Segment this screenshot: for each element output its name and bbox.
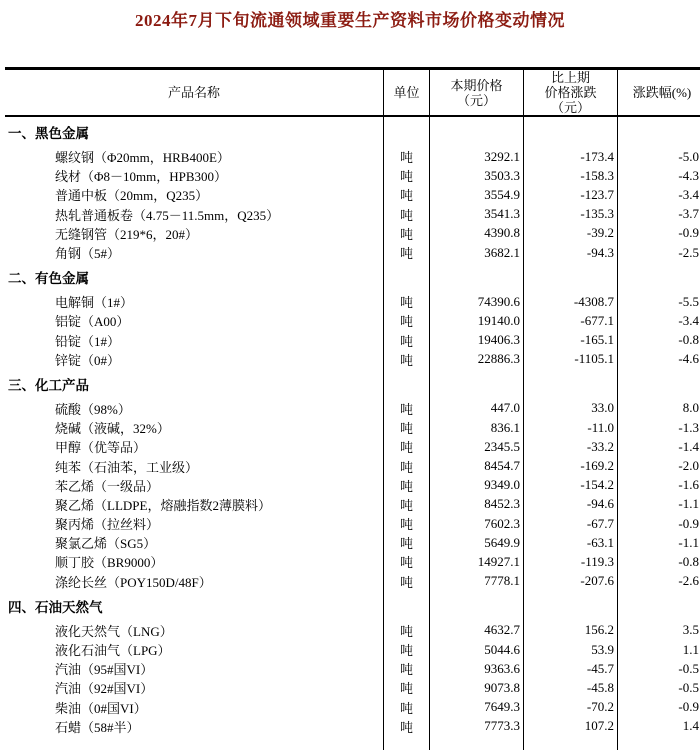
pct-cell: -3.7 [617,205,700,224]
price-cell [429,262,523,292]
price-cell: 7602.3 [429,514,523,533]
change-cell: 107.2 [523,717,617,736]
unit-cell: 吨 [383,147,429,166]
pct-cell: 1.1 [617,640,700,659]
price-cell: 7649.3 [429,698,523,717]
change-cell: -123.7 [523,185,617,204]
pct-cell [617,117,700,147]
section-name: 二、有色金属 [8,271,89,287]
unit-cell [383,369,429,399]
change-cell: -33.2 [523,437,617,456]
pct-cell: -1.3 [617,418,700,437]
product-name-cell: 聚乙烯（LLDPE，熔融指数2薄膜料） [55,497,271,513]
pct-cell: -4.3 [617,166,700,185]
pct-cell: -5.0 [617,147,700,166]
price-cell: 9349.0 [429,476,523,495]
product-name-cell: 线材（Φ8－10mm，HPB300） [55,169,228,185]
product-row [5,698,700,717]
product-name-cell: 苯乙烯（一级品） [55,478,160,494]
product-name-cell: 涤纶长丝（POY150D/48F） [55,574,212,590]
unit-cell: 吨 [383,659,429,678]
change-cell: 53.9 [523,640,617,659]
product-row [5,533,700,552]
pct-cell: -0.5 [617,678,700,697]
pct-cell: 1.4 [617,717,700,736]
price-cell: 19406.3 [429,331,523,350]
change-cell: -70.2 [523,698,617,717]
header-current-price [429,70,523,115]
unit-cell: 吨 [383,495,429,514]
change-cell: -677.1 [523,311,617,330]
page-title: 2024年7月下旬流通领域重要生产资料市场价格变动情况 [135,11,565,30]
unit-cell: 吨 [383,552,429,571]
header-current-price-line2: （元） [456,92,496,108]
price-cell: 3554.9 [429,185,523,204]
product-name-cell: 铅锭（1#） [55,333,121,349]
pct-cell [617,262,700,292]
product-row [5,572,700,591]
unit-cell: 吨 [383,476,429,495]
change-cell: -173.4 [523,147,617,166]
change-cell: -11.0 [523,418,617,437]
unit-cell: 吨 [383,166,429,185]
price-cell: 3541.3 [429,205,523,224]
price-cell: 7778.1 [429,572,523,591]
product-name-cell: 螺纹钢（Φ20mm，HRB400E） [55,150,230,166]
product-row [5,456,700,475]
product-name-cell: 锌锭（0#） [55,352,121,368]
product-name-cell: 汽油（92#国VI） [55,681,154,697]
product-row [5,678,700,697]
product-name-cell: 烧碱（液碱，32%） [55,421,170,437]
product-row [5,166,700,185]
change-cell: -94.6 [523,495,617,514]
pct-cell [617,591,700,621]
pct-cell: 8.0 [617,399,700,418]
unit-cell: 吨 [383,678,429,697]
pct-cell: -2.5 [617,243,700,262]
pct-cell: -4.6 [617,350,700,369]
product-name-cell: 甲醇（优等品） [55,440,147,456]
pct-cell: -5.5 [617,292,700,311]
price-cell: 836.1 [429,418,523,437]
change-cell [523,369,617,399]
change-cell: -119.3 [523,552,617,571]
pct-cell: -1.6 [617,476,700,495]
section-name: 四、石油天然气 [8,599,103,615]
product-name-cell: 柴油（0#国VI） [55,700,147,716]
section-name: 一、黑色金属 [8,126,89,141]
header-price-change-line1: 比上期 [550,70,590,85]
change-cell: -207.6 [523,572,617,591]
change-cell: 33.0 [523,399,617,418]
price-cell: 447.0 [429,399,523,418]
unit-cell: 吨 [383,514,429,533]
pct-cell: -0.8 [617,552,700,571]
product-row [5,311,700,330]
product-name-cell: 聚丙烯（拉丝料） [55,517,160,533]
product-row [5,621,700,640]
header-pct-change [617,70,700,115]
filler-cell [383,736,429,750]
change-cell: 156.2 [523,621,617,640]
header-current-price-line1: 本期价格 [450,77,503,93]
unit-cell [383,117,429,147]
unit-cell: 吨 [383,224,429,243]
product-row [5,495,700,514]
change-cell: -169.2 [523,456,617,475]
header-price-change [523,70,617,115]
pct-cell: 3.5 [617,621,700,640]
filler-cell [523,736,617,750]
unit-cell: 吨 [383,533,429,552]
section-header-row [5,262,700,292]
price-cell: 4632.7 [429,621,523,640]
price-table [5,67,700,750]
pct-cell: -3.4 [617,311,700,330]
product-row [5,350,700,369]
header-price-change-line3: （元） [550,100,590,115]
table-bottom-filler [5,736,700,750]
unit-cell [383,591,429,621]
pct-cell: -0.9 [617,514,700,533]
product-row [5,659,700,678]
unit-cell: 吨 [383,331,429,350]
price-cell [429,591,523,621]
change-cell: -158.3 [523,166,617,185]
product-row [5,476,700,495]
header-price-change-line2: 价格涨跌 [544,85,597,100]
price-cell: 5649.9 [429,533,523,552]
price-cell: 8452.3 [429,495,523,514]
pct-cell: -0.9 [617,698,700,717]
change-cell: -63.1 [523,533,617,552]
pct-cell: -0.9 [617,224,700,243]
product-name-cell: 顺丁胶（BR9000） [55,555,164,571]
price-cell: 3503.3 [429,166,523,185]
unit-cell: 吨 [383,698,429,717]
table-header-row [5,67,700,117]
header-product-name [5,70,383,115]
header-unit-label: 单位 [393,85,420,100]
price-cell: 3292.1 [429,147,523,166]
unit-cell: 吨 [383,456,429,475]
unit-cell: 吨 [383,572,429,591]
pct-cell: -0.5 [617,659,700,678]
price-cell: 2345.5 [429,437,523,456]
product-row [5,552,700,571]
unit-cell [383,262,429,292]
filler-cell [429,736,523,750]
change-cell: -39.2 [523,224,617,243]
product-row [5,292,700,311]
header-unit [383,70,429,115]
section-header-row [5,117,700,147]
section-header-row [5,591,700,621]
product-row [5,717,700,736]
unit-cell: 吨 [383,399,429,418]
product-name-cell: 纯苯（石油苯，工业级） [55,459,199,475]
product-row [5,514,700,533]
unit-cell: 吨 [383,437,429,456]
product-name-cell: 无缝钢管（219*6，20#） [55,226,199,242]
pct-cell: -1.4 [617,437,700,456]
product-name-cell: 汽油（95#国VI） [55,662,154,678]
product-row [5,185,700,204]
change-cell: -1105.1 [523,350,617,369]
unit-cell: 吨 [383,418,429,437]
product-name-cell: 热轧普通板卷（4.75－11.5mm，Q235） [55,207,280,223]
product-row [5,331,700,350]
pct-cell: -2.6 [617,572,700,591]
unit-cell: 吨 [383,185,429,204]
table-body [5,117,700,750]
pct-cell: -1.1 [617,533,700,552]
price-cell: 4390.8 [429,224,523,243]
product-row [5,418,700,437]
product-row [5,437,700,456]
unit-cell: 吨 [383,311,429,330]
unit-cell: 吨 [383,717,429,736]
product-name-cell: 石蜡（58#半） [55,719,140,735]
product-name-cell: 普通中板（20mm，Q235） [55,188,209,204]
pct-cell: -0.8 [617,331,700,350]
change-cell: -165.1 [523,331,617,350]
change-cell [523,262,617,292]
product-name-cell: 聚氯乙烯（SG5） [55,536,157,552]
unit-cell: 吨 [383,640,429,659]
price-cell: 9073.8 [429,678,523,697]
price-cell: 74390.6 [429,292,523,311]
change-cell: -135.3 [523,205,617,224]
section-name: 三、化工产品 [8,377,89,393]
product-row [5,205,700,224]
unit-cell: 吨 [383,350,429,369]
price-cell: 19140.0 [429,311,523,330]
pct-cell: -3.4 [617,185,700,204]
header-pct-change-label: 涨跌幅(%) [632,85,692,100]
filler-cell [5,736,383,750]
header-product-name-label: 产品名称 [167,85,220,100]
pct-cell [617,369,700,399]
product-name-cell: 硫酸（98%） [55,401,131,417]
product-row [5,147,700,166]
price-cell: 22886.3 [429,350,523,369]
price-cell: 7773.3 [429,717,523,736]
change-cell: -94.3 [523,243,617,262]
pct-cell: -1.1 [617,495,700,514]
product-name-cell: 液化石油气（LPG） [55,643,171,659]
product-row [5,243,700,262]
price-cell: 8454.7 [429,456,523,475]
change-cell: -67.7 [523,514,617,533]
product-row [5,640,700,659]
change-cell [523,117,617,147]
change-cell [523,591,617,621]
price-cell: 14927.1 [429,552,523,571]
unit-cell: 吨 [383,292,429,311]
product-name-cell: 液化天然气（LNG） [55,623,173,639]
filler-cell [617,736,700,750]
product-row [5,224,700,243]
unit-cell: 吨 [383,621,429,640]
unit-cell: 吨 [383,205,429,224]
price-cell [429,117,523,147]
unit-cell: 吨 [383,243,429,262]
change-cell: -45.7 [523,659,617,678]
section-header-row [5,369,700,399]
pct-cell: -2.0 [617,456,700,475]
change-cell: -4308.7 [523,292,617,311]
change-cell: -45.8 [523,678,617,697]
product-row [5,399,700,418]
price-cell [429,369,523,399]
product-name-cell: 电解铜（1#） [55,295,134,311]
price-cell: 5044.6 [429,640,523,659]
product-name-cell: 铝锭（A00） [55,314,130,330]
price-cell: 3682.1 [429,243,523,262]
price-cell: 9363.6 [429,659,523,678]
product-name-cell: 角钢（5#） [55,246,121,262]
change-cell: -154.2 [523,476,617,495]
